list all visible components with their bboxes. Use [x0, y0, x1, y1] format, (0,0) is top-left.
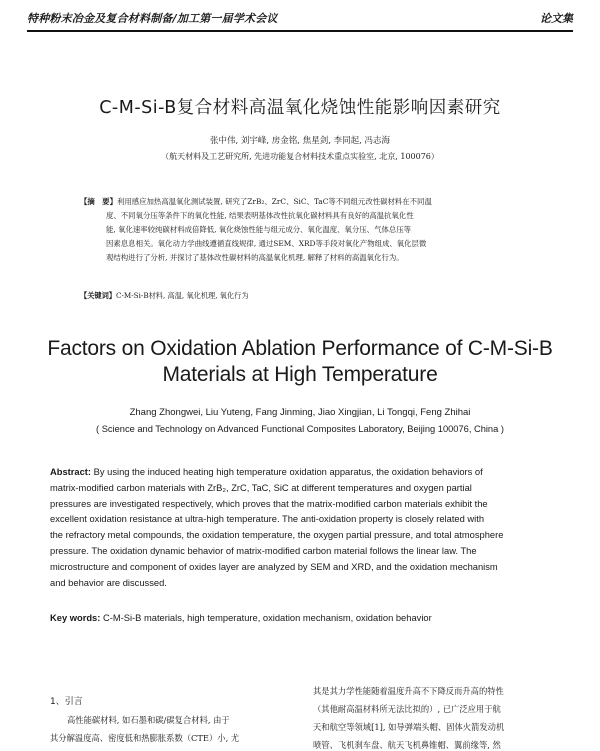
english-abstract: [50, 465, 550, 591]
english-abstract-line: pressures are investigated respectively, which proves that the matrix-modified carbon materials exhibit the: [50, 498, 488, 509]
chinese-keywords-label: 【关键词】: [80, 291, 116, 300]
english-affiliation: ( Science and Technology on Advanced Functional Composites Laboratory, Beijing 100076, China ): [96, 424, 504, 434]
header-proceedings-title: 特种粉末冶金及复合材料制备/加工第一届学术会议: [27, 12, 278, 25]
chinese-abstract-line: 因素息息相关。氧化动力学曲线遵循直线规律, 通过SEM、XRD等手段对氧化产物组成、氧化层微: [106, 239, 427, 249]
english-keywords: [50, 611, 550, 625]
body-right-column: [313, 682, 550, 751]
section-heading-introduction: 1、引言: [50, 697, 83, 707]
body-right-line: 喷管、飞机刹车盘、航天飞机鼻锥帽、翼前缘等, 然: [313, 740, 501, 750]
chinese-keywords-text: C-M-Si-B材料, 高温, 氧化机理, 氧化行为: [115, 291, 249, 300]
chinese-authors: 张中伟, 刘宇峰, 房金铭, 焦星剑, 李同起, 冯志海: [209, 136, 391, 146]
english-title-line-2: Materials at High Temperature: [162, 363, 438, 386]
header-section-label: 论文集: [540, 12, 573, 25]
chinese-abstract: [80, 195, 522, 265]
chinese-abstract-line: 【摘 要】利用感应加热高温氧化测试装置, 研究了ZrB₂、ZrC、SiC、TaC等不同组元改性碳材料在不同温: [80, 197, 432, 206]
chinese-abstract-line: 能, 氧化速率较纯碳材料成倍降低, 氧化烧蚀性能与组元成分、氧化温度、氧分压、气体总压等: [106, 225, 412, 235]
english-abstract-line: pressure. The oxidation dynamic behavior of matrix-modified carbon material follows the linear law. The: [50, 545, 477, 556]
chinese-abstract-line: 度、不同氧分压等条件下的氧化性能, 结果表明基体改性抗氧化碳材料具有良好的高温抗氧化性: [106, 211, 414, 221]
english-title-line-1: Factors on Oxidation Ablation Performance of C-M-Si-B: [47, 337, 553, 360]
english-abstract-label: Abstract:: [50, 467, 92, 477]
english-abstract-line: and behavior are discussed.: [50, 577, 167, 588]
running-header: [27, 8, 573, 32]
body-right-line: 其是其力学性能随着温度升高不下降反而升高的特性: [313, 686, 504, 696]
english-abstract-line: the refractory metal compounds, the oxidation temperature, the oxygen partial pressure, and total atmosphere: [50, 530, 504, 541]
chinese-keywords: [80, 290, 522, 302]
chinese-affiliation: （航天材料及工艺研究所, 先进功能复合材料技术重点实验室, 北京, 100076）: [161, 152, 439, 161]
body-left-line: 高性能碳材料, 如石墨和碳/碳复合材料, 由于: [67, 715, 230, 725]
chinese-abstract-label: 【摘 要】: [80, 197, 117, 206]
english-abstract-line: Abstract: By using the induced heating high temperature oxidation apparatus, the oxidation behaviors of: [50, 467, 483, 477]
english-keywords-text: C-M-Si-B materials, high temperature, oxidation mechanism, oxidation behavior: [100, 613, 432, 623]
english-keywords-label: Key words:: [50, 613, 101, 623]
english-abstract-line: matrix-modified carbon materials with ZrB₂, ZrC, TaC, SiC at different temperatures and oxygen partial: [50, 482, 472, 493]
english-abstract-line: microstructure and component of oxides layer are analyzed by SEM and XRD, and the oxidation mechanism: [50, 561, 498, 572]
english-abstract-line: excellent oxidation resistance at ultra-high temperature. The anti-oxidation property is closely related with: [50, 514, 485, 525]
body-left-line: 其分解温度高、密度低和热膨胀系数（CTE）小, 尤: [50, 733, 240, 743]
body-right-line: 天和航空等领域[1], 如导弹端头帽、固体火箭发动机: [313, 722, 505, 732]
english-authors: Zhang Zhongwei, Liu Yuteng, Fang Jinming, Jiao Xingjian, Li Tongqi, Feng Zhihai: [129, 407, 471, 418]
chinese-abstract-line: 观结构进行了分析, 并探讨了基体改性碳材料的高温氧化机理, 解释了材料的高温氧化行为。: [106, 253, 404, 263]
chinese-title: C-M-Si-B复合材料高温氧化烧蚀性能影响因素研究: [99, 98, 501, 118]
body-right-line: （其他耐高温材料所无法比拟的）, 已广泛应用于航: [313, 704, 501, 714]
body-left-column: [50, 693, 294, 747]
english-title: [0, 336, 600, 388]
